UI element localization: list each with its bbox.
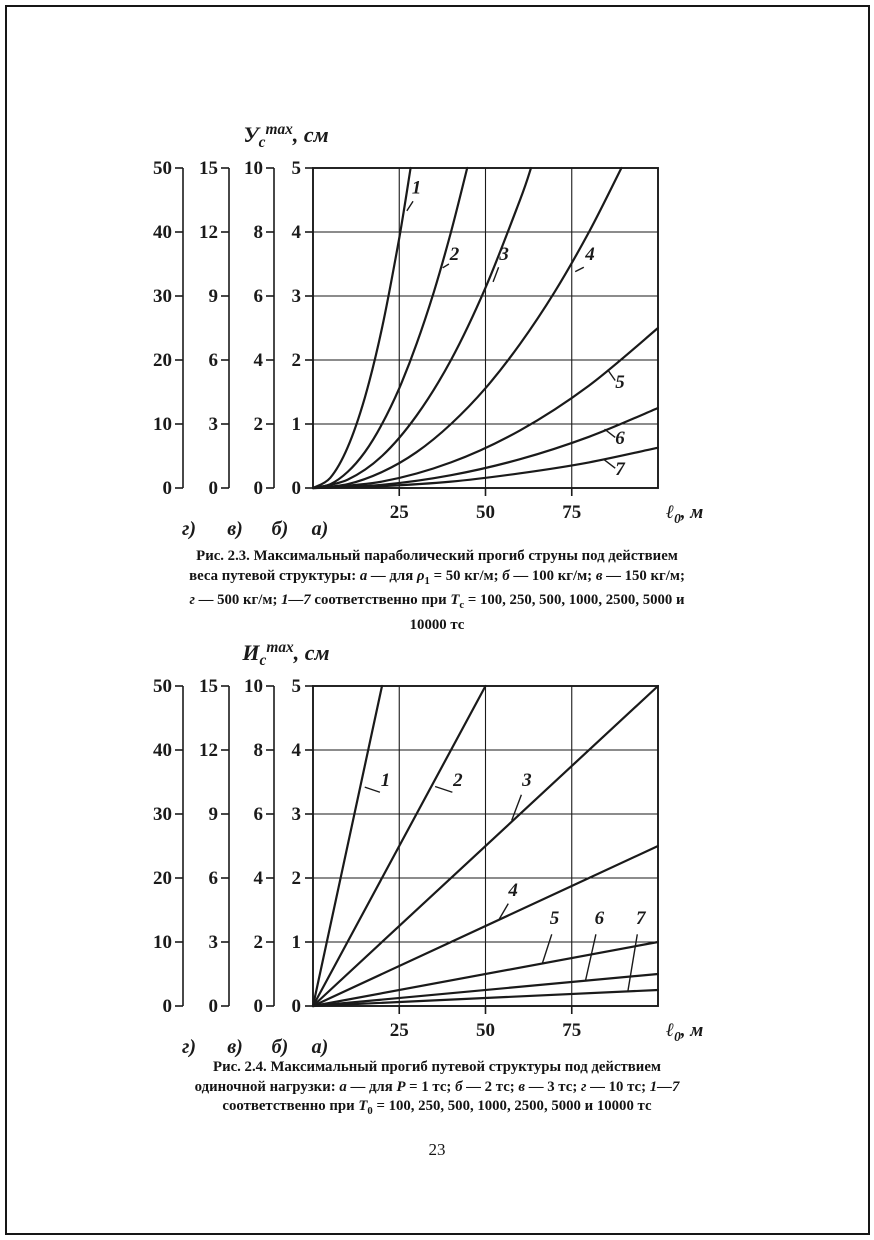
leader-line bbox=[575, 267, 584, 271]
x-axis-label: ℓ$_0$, м bbox=[666, 1020, 704, 1044]
secondary-tick-label: 20 bbox=[153, 868, 172, 889]
secondary-tick-label: 10 bbox=[244, 676, 263, 697]
string-deflection-chart-fig-2-3 bbox=[128, 108, 708, 563]
leader-line bbox=[365, 787, 380, 792]
secondary-tick-label: 40 bbox=[153, 740, 172, 761]
series-1 bbox=[313, 686, 382, 1006]
secondary-tick-label: 3 bbox=[208, 932, 218, 953]
secondary-tick-label: 4 bbox=[253, 350, 263, 371]
leader-line bbox=[628, 934, 637, 990]
secondary-tick-label: 15 bbox=[199, 158, 218, 179]
leader-line bbox=[586, 934, 596, 980]
x-tick-label: 75 bbox=[562, 502, 582, 523]
secondary-tick-label: 8 bbox=[253, 222, 263, 243]
y-tick-label: 5 bbox=[291, 676, 301, 697]
series-label: 4 bbox=[585, 244, 595, 266]
page-number: 23 bbox=[428, 1140, 446, 1159]
secondary-tick-label: 20 bbox=[153, 350, 172, 371]
x-tick-label: 50 bbox=[476, 1020, 495, 1041]
secondary-tick-label: 9 bbox=[208, 286, 218, 307]
secondary-tick-label: 0 bbox=[253, 478, 263, 499]
secondary-tick-label: 6 bbox=[253, 286, 263, 307]
secondary-tick-label: 40 bbox=[153, 222, 172, 243]
secondary-tick-label: 10 bbox=[153, 414, 172, 435]
secondary-tick-label: 0 bbox=[162, 478, 172, 499]
secondary-tick-label: 15 bbox=[199, 676, 218, 697]
x-tick-label: 75 bbox=[562, 1020, 582, 1041]
series-label: 3 bbox=[499, 244, 509, 266]
structure-deflection-chart-fig-2-4 bbox=[128, 626, 708, 1081]
y-tick-label: 0 bbox=[291, 478, 301, 499]
series-label: 1 bbox=[411, 177, 422, 199]
scale-letter: в) bbox=[227, 518, 243, 540]
secondary-tick-label: 2 bbox=[253, 414, 263, 435]
y-tick-label: 3 bbox=[291, 286, 301, 307]
y-tick-label: 2 bbox=[291, 868, 301, 889]
secondary-tick-label: 0 bbox=[253, 996, 263, 1017]
scale-letter: б) bbox=[271, 518, 289, 540]
secondary-tick-label: 10 bbox=[244, 158, 263, 179]
leader-line bbox=[435, 786, 452, 792]
series-label: 3 bbox=[522, 769, 532, 791]
figure-2-4-caption bbox=[88, 1058, 786, 1122]
secondary-tick-label: 0 bbox=[208, 996, 218, 1017]
chart-title: $И_c^{max}$, см bbox=[242, 639, 330, 669]
caption-line: Рис. 2.4. Максимальный прогиб путевой структуры под действием bbox=[213, 1059, 661, 1075]
series-label: 7 bbox=[615, 459, 625, 481]
leader-line bbox=[542, 934, 551, 963]
leader-line bbox=[605, 429, 616, 437]
series-label: 6 bbox=[594, 908, 605, 930]
y-tick-label: 4 bbox=[291, 222, 301, 243]
scale-letter: а) bbox=[311, 1036, 329, 1058]
secondary-tick-label: 30 bbox=[153, 804, 172, 825]
y-tick-label: 0 bbox=[291, 996, 301, 1017]
y-tick-label: 2 bbox=[291, 350, 301, 371]
caption-line: веса путевой структуры: а — для $\rho_1 = 50$ кг/м; б — 100 кг/м; в — 150 кг/м; bbox=[189, 567, 685, 587]
secondary-tick-label: 50 bbox=[153, 158, 172, 179]
secondary-tick-label: 6 bbox=[253, 804, 263, 825]
secondary-tick-label: 3 bbox=[208, 414, 218, 435]
chart-root bbox=[153, 639, 703, 1058]
secondary-tick-label: 10 bbox=[153, 932, 172, 953]
secondary-tick-label: 12 bbox=[199, 740, 218, 761]
scale-letter: а) bbox=[311, 518, 329, 540]
series-label: 7 bbox=[636, 908, 646, 930]
series-label: 6 bbox=[615, 427, 625, 449]
leader-line bbox=[608, 370, 616, 381]
secondary-tick-label: 2 bbox=[253, 932, 263, 953]
leader-line bbox=[443, 264, 449, 268]
chart-title: $У_c^{max}$, см bbox=[243, 121, 329, 151]
series-label: 4 bbox=[508, 879, 518, 901]
series-label: 1 bbox=[380, 769, 391, 791]
series-label: 2 bbox=[449, 244, 460, 266]
secondary-tick-label: 12 bbox=[199, 222, 218, 243]
leader-line bbox=[407, 201, 413, 211]
secondary-tick-label: 0 bbox=[208, 478, 218, 499]
caption-line: 10000 тс bbox=[409, 616, 465, 633]
scale-letter: в) bbox=[227, 1036, 243, 1058]
y-tick-label: 4 bbox=[291, 740, 301, 761]
x-tick-label: 50 bbox=[476, 502, 495, 523]
x-tick-label: 25 bbox=[389, 502, 409, 523]
scale-letter: г) bbox=[181, 518, 197, 540]
secondary-tick-label: 50 bbox=[153, 676, 172, 697]
leader-line bbox=[603, 459, 615, 468]
y-tick-label: 5 bbox=[291, 158, 301, 179]
x-tick-label: 25 bbox=[389, 1020, 409, 1041]
scale-letter: г) bbox=[181, 1036, 197, 1058]
caption-line: г — 500 кг/м; 1—7 соответственно при $Т_с = 100$, 250, 500, 1000, 2500, 5000 и bbox=[189, 592, 685, 612]
caption-line: одиночной нагрузки: а — для Р = 1 тс; б — 2 тс; в — 3 тс; г — 10 тс; 1—7 bbox=[194, 1078, 680, 1095]
series-label: 2 bbox=[453, 769, 463, 791]
secondary-tick-label: 8 bbox=[253, 740, 263, 761]
series-2 bbox=[313, 168, 467, 488]
secondary-tick-label: 6 bbox=[208, 868, 218, 889]
figure-2-3-caption bbox=[88, 547, 786, 635]
secondary-tick-label: 0 bbox=[162, 996, 172, 1017]
series-label: 5 bbox=[615, 372, 625, 394]
caption-line: Рис. 2.3. Максимальный параболический прогиб струны под действием bbox=[196, 548, 678, 564]
chart-root bbox=[153, 121, 703, 540]
y-tick-label: 3 bbox=[291, 804, 301, 825]
y-tick-label: 1 bbox=[291, 932, 301, 953]
y-tick-label: 1 bbox=[291, 414, 301, 435]
scale-letter: б) bbox=[271, 1036, 289, 1058]
secondary-tick-label: 9 bbox=[208, 804, 218, 825]
secondary-tick-label: 30 bbox=[153, 286, 172, 307]
x-axis-label: ℓ$_0$, м bbox=[666, 502, 704, 526]
caption-line: соответственно при $Т_0 = 100$, 250, 500, 1000, 2500, 5000 и 10000 тс bbox=[222, 1098, 652, 1118]
secondary-tick-label: 6 bbox=[208, 350, 218, 371]
secondary-tick-label: 4 bbox=[253, 868, 263, 889]
series-label: 5 bbox=[549, 908, 560, 930]
